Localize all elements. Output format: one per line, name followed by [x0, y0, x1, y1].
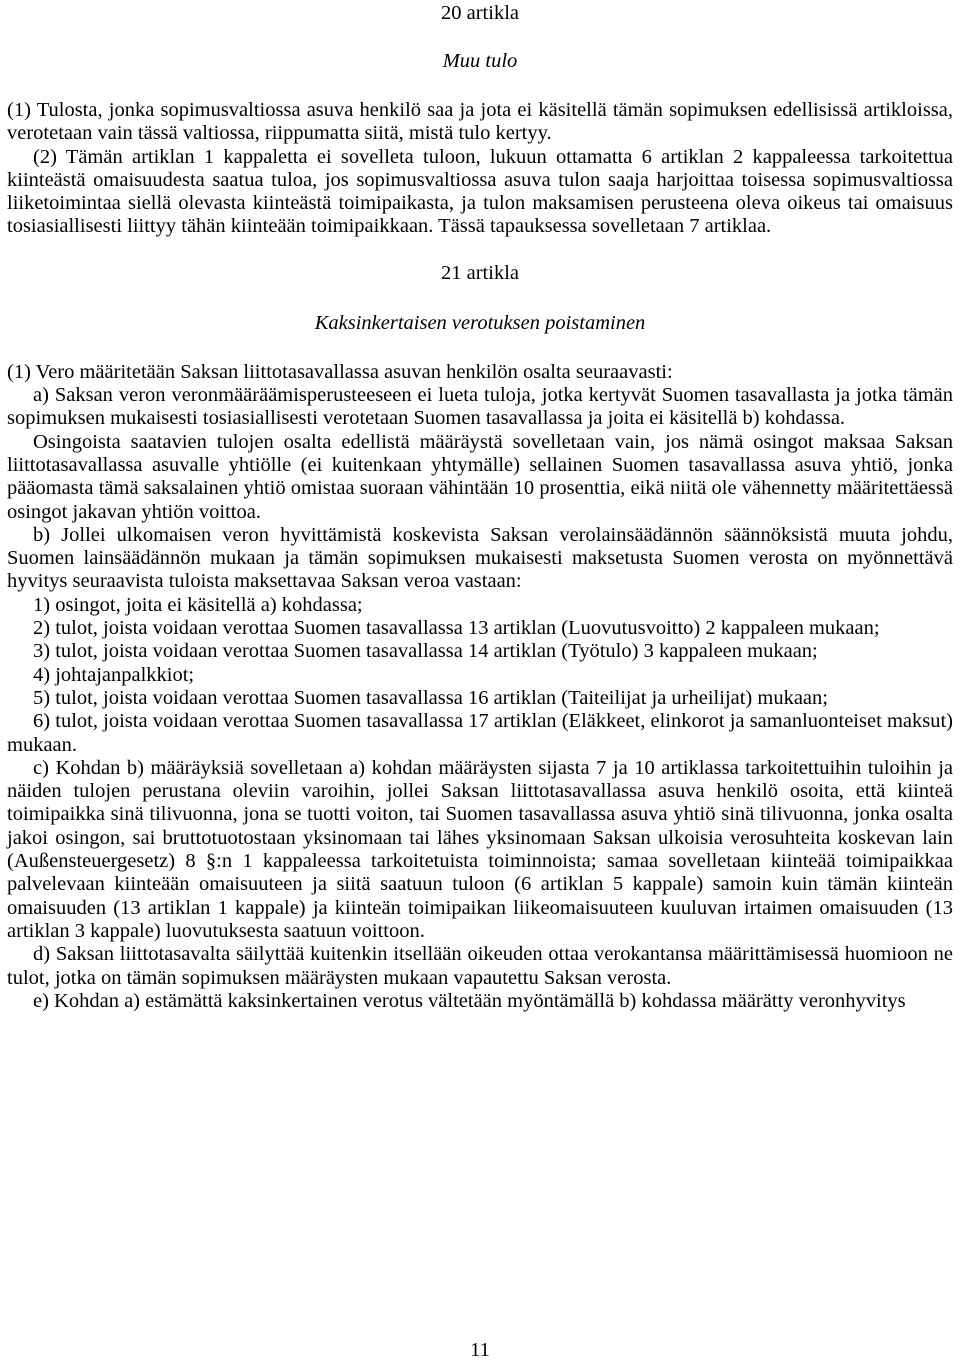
paragraph: (1) Tulosta, jonka sopimusvaltiossa asuva henkilö saa ja jota ei käsitellä tämän sopimuksen edellisissä artikloissa, verotetaan vain tässä valtiossa, riippumatta siitä, mistä tulo kertyy.	[7, 99, 953, 145]
list-item: 6) tulot, joista voidaan verottaa Suomen tasavallassa 17 artiklan (Eläkkeet, elinkorot ja samanluonteiset maksut) mukaan.	[7, 710, 953, 756]
list-item: 1) osingot, joita ei käsitellä a) kohdassa;	[33, 593, 363, 616]
list-item: 2) tulot, joista voidaan verottaa Suomen tasavallassa 13 artiklan (Luovutusvoitto) 2 kappaleen mukaan;	[33, 617, 880, 640]
article-21-title: 21 artikla	[441, 261, 519, 284]
paragraph: Osingoista saatavien tulojen osalta edellistä määräystä sovelletaan vain, jos nämä osingot maksaa Saksan liittotasavallassa asuvalle yhtiölle (ei kuitenkaan yhtymälle) sellainen Suomen tasavallassa asuva yhtiö, jonka pääomasta tämä saksalainen yhtiö omistaa suoraan vähintään 10 prosenttia, eikä niitä ole vähennetty määritettäessä osingot jakavan yhtiön voittoa.	[7, 430, 953, 523]
article-20-body	[7, 99, 953, 239]
paragraph: (2) Tämän artiklan 1 kappaletta ei sovelleta tuloon, lukuun ottamatta 6 artiklan 2 kappaleessa tarkoitettua kiinteästä omaisuudesta saatua tuloa, jos sopimusvaltiossa asuva tulon saaja harjoittaa toisessa sopimusvaltiossa liiketoimintaa siellä olevasta kiinteästä toimipaikasta, ja tulon maksamisen perusteena oleva oikeus tai omaisuus tosiasiallisesti liittyy tähän kiinteään toimipaikkaan. Tässä tapauksessa sovelletaan 7 artiklaa.	[7, 145, 953, 238]
article-21-body	[7, 361, 953, 1013]
list-item: 3) tulot, joista voidaan verottaa Suomen tasavallassa 14 artiklan (Työtulo) 3 kappaleen mukaan;	[33, 640, 818, 663]
page-number: 11	[470, 1339, 490, 1361]
article-21-subtitle: Kaksinkertaisen verotuksen poistaminen	[314, 311, 646, 334]
paragraph: a) Saksan veron veronmääräämisperusteeseen ei lueta tuloja, jotka kertyvät Suomen tasavallasta ja jotka tämän sopimuksen mukaisesti tosiasiallisesti verotetaan Suomen tasavallassa ja joita ei käsitellä b) kohdassa.	[7, 384, 953, 430]
paragraph: (1) Vero määritetään Saksan liittotasavallassa asuvan henkilön osalta seuraavasti:	[7, 360, 673, 383]
article-20-title: 20 artikla	[441, 2, 519, 24]
list-item: 5) tulot, joista voidaan verottaa Suomen tasavallassa 16 artiklan (Taiteilijat ja urheilijat) mukaan;	[33, 686, 828, 709]
paragraph: e) Kohdan a) estämättä kaksinkertainen verotus vältetään myöntämällä b) kohdassa määrätty veronhyvitys	[33, 989, 906, 1012]
paragraph: c) Kohdan b) määräyksiä sovelletaan a) kohdan määräysten sijasta 7 ja 10 artiklassa tarkoitettuihin tuloihin ja näiden tulojen perustana oleviin varoihin, jollei Saksan liittotasavallassa asuva henkilö osoita, että kiinteä toimipaikka sinä tilivuonna, jona se tuotti voiton, tai Suomen tasavallassa asuva yhtiö sinä tilivuonna, jonka osalta jakoi osingon, sai bruttotuotostaan yksinomaan tai lähes yksinomaan Saksan ulkoisia verosuhteita koskevan lain (Außensteuergesetz) 8 §:n 1 kappaleessa tarkoitetuista toiminnoista; samaa sovelletaan kiinteää toimipaikkaa palvelevaan kiinteään omaisuuteen ja siitä saatuun tuloon (6 artiklan 5 kappale) samoin kuin tämän kiinteän omaisuuden (13 artiklan 1 kappale) ja kiinteän toimipaikan liikeomaisuuteen kuuluvan irtaimen omaisuuden (13 artiklan 3 kappale) luovutuksesta saatuun voittoon.	[7, 756, 953, 942]
paragraph: d) Saksan liittotasavalta säilyttää kuitenkin itsellään oikeuden ottaa verokantansa määrittämisessä huomioon ne tulot, jotka on tämän sopimuksen määräysten mukaan vapautettu Saksan verosta.	[7, 943, 953, 989]
article-20-subtitle: Muu tulo	[442, 50, 518, 72]
document-page	[7, 0, 953, 1013]
list-item: 4) johtajanpalkkiot;	[33, 663, 195, 686]
paragraph: b) Jollei ulkomaisen veron hyvittämistä koskevista Saksan verolainsäädännön säännöksistä muuta johdu, Suomen lainsäädännön mukaan ja tämän sopimuksen mukaisesti maksetusta Suomen verosta on myönnettävä hyvitys seuraavista tuloista maksettavaa Saksan veroa vastaan:	[7, 523, 953, 593]
